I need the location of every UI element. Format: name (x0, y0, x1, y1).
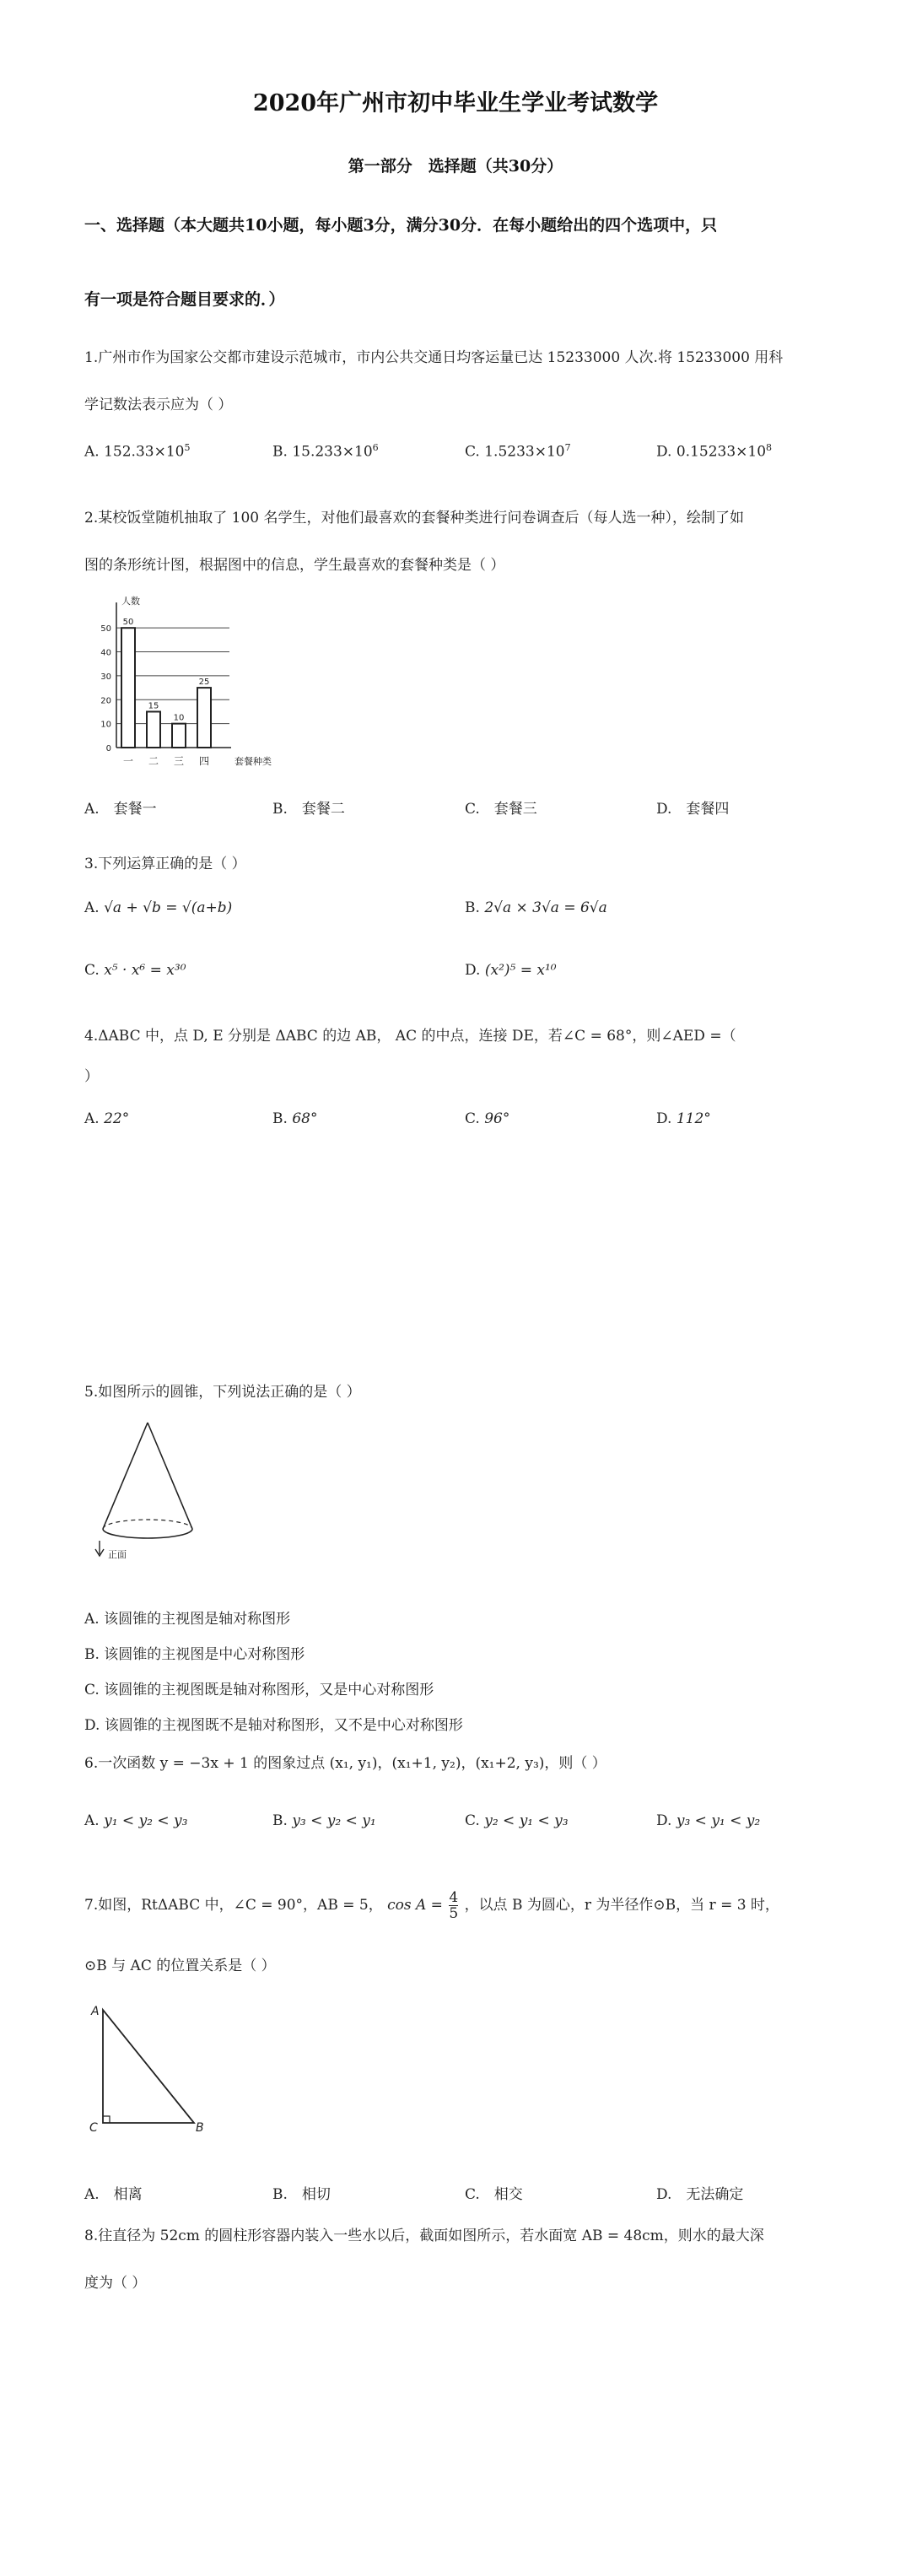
q3-option-c[interactable] (84, 962, 186, 979)
q2-stem-line2: 图的条形统计图，根据图中的信息，学生最喜欢的套餐种类是（ ） (84, 557, 505, 574)
part-heading: 第一部分 选择题（共30分） (348, 157, 563, 176)
cone-right-edge (148, 1423, 192, 1529)
q6-option-a[interactable] (84, 1812, 187, 1829)
y-tick-label: 10 (100, 720, 111, 730)
y-tick-label: 30 (100, 672, 111, 682)
q2-option-a[interactable]: A. 套餐一 (84, 801, 157, 818)
q5-option-a[interactable]: A. 该圆锥的主视图是轴对称图形 (84, 1611, 291, 1628)
data-label: 15 (148, 701, 159, 711)
option-expression: y₃ < y₁ < y₂ (676, 1812, 761, 1829)
option-expression: y₃ < y₂ < y₁ (292, 1812, 376, 1829)
option-exponent: 8 (766, 442, 773, 453)
option-letter: C. (465, 1110, 480, 1127)
vertex-c-label: C (89, 2121, 98, 2135)
option-letter: D. (465, 962, 481, 979)
y-tick-label: 40 (100, 648, 111, 658)
option-letter: B. (272, 443, 288, 461)
q5-option-c[interactable]: C. 该圆锥的主视图既是轴对称图形，又是中心对称图形 (84, 1682, 434, 1698)
q4-option-a[interactable] (84, 1110, 129, 1127)
bar-2 (147, 711, 160, 748)
q1-option-d[interactable] (656, 442, 772, 461)
option-exponent: 7 (564, 442, 571, 453)
q7-option-a[interactable]: A. 相离 (84, 2186, 143, 2203)
q3-option-a[interactable] (84, 899, 232, 916)
q4-stem-line1: 4.ΔABC 中，点 D, E 分别是 ΔABC 的边 AB， AC 的中点，连接 DE，若∠C = 68°，则∠AED =（ (84, 1028, 736, 1045)
bar-4 (197, 688, 211, 748)
q4-option-b[interactable] (272, 1110, 317, 1127)
y-tick-label: 50 (100, 624, 111, 635)
option-expression: 0.15233×10 (676, 443, 767, 461)
q6-option-c[interactable] (465, 1812, 569, 1829)
option-exponent: 5 (184, 442, 191, 453)
category-label: 二 (148, 755, 159, 767)
q5-stem: 5.如图所示的圆锥，下列说法正确的是（ ） (84, 1384, 361, 1401)
option-expression: 2√a × 3√a = 6√a (484, 899, 607, 916)
q4-option-d[interactable] (656, 1110, 711, 1127)
q6-option-d[interactable] (656, 1812, 760, 1829)
option-value: 22° (104, 1110, 130, 1127)
data-label: 50 (122, 618, 134, 628)
option-letter: B. (272, 1110, 288, 1127)
q8-stem-line1: 8.往直径为 52cm 的圆柱形容器内装入一些水以后，截面如图所示，若水面宽 AB = 48cm，则水的最大深 (84, 2228, 764, 2244)
q2-option-b[interactable]: B. 套餐二 (272, 801, 345, 818)
cone-base-front (103, 1529, 192, 1538)
q7-option-d[interactable]: D. 无法确定 (656, 2186, 744, 2203)
triangle-figure (84, 2000, 211, 2143)
section-heading-line2: 有一项是符合题目要求的．） (84, 290, 285, 309)
page-title: 2020年广州市初中毕业生学业考试数学 (252, 90, 659, 116)
category-label: 三 (173, 755, 185, 767)
q1-option-b[interactable] (272, 442, 379, 461)
option-letter: B. (272, 1812, 288, 1829)
cos-numerator: 4 (449, 1889, 459, 1906)
option-letter: B. (465, 899, 480, 916)
q7-option-c[interactable]: C. 相交 (465, 2186, 523, 2203)
y-tick-label: 20 (100, 696, 111, 706)
q1-option-c[interactable] (465, 442, 571, 461)
option-letter: D. (656, 1110, 672, 1127)
section-heading-line1: 一、选择题（本大题共10小题，每小题3分，满分30分．在每小题给出的四个选项中，只 (84, 216, 718, 235)
q7-stem-line2: ⊙B 与 AC 的位置关系是（ ） (84, 1958, 276, 1974)
front-label: 正面 (108, 1549, 127, 1560)
category-label: 四 (198, 755, 210, 767)
option-letter: A. (84, 1110, 100, 1127)
bar-1 (121, 628, 135, 748)
option-exponent: 6 (372, 442, 379, 453)
bar-3 (172, 724, 186, 748)
data-label: 25 (198, 678, 210, 688)
q2-stem-line1: 2.某校饭堂随机抽取了 100 名学生，对他们最喜欢的套餐种类进行问卷调查后（每人选一种），绘制了如 (84, 510, 744, 527)
cos-denominator: 5 (449, 1905, 459, 1922)
option-value: 96° (484, 1110, 510, 1127)
data-label: 10 (173, 713, 185, 723)
option-expression: 15.233×10 (292, 443, 373, 461)
q8-stem-line2: 度为（ ） (84, 2275, 147, 2292)
q3-option-d[interactable] (465, 962, 557, 979)
option-expression: y₁ < y₂ < y₃ (104, 1812, 188, 1829)
q7-option-b[interactable]: B. 相切 (272, 2186, 331, 2203)
q1-stem-line2: 学记数法表示应为（ ） (84, 397, 233, 413)
option-letter: D. (656, 443, 672, 461)
bar-chart (84, 591, 287, 778)
y-axis-label: 人数 (121, 596, 140, 607)
triangle-abc (103, 2010, 194, 2123)
q6-stem: 6.一次函数 y = −3x + 1 的图象过点 (x₁, y₁)，(x₁+1, y₂)，(x₁+2, y₃)，则（ ） (84, 1755, 606, 1772)
cos-fraction (449, 1890, 458, 1921)
q7-stem-part2: ，以点 B 为圆心，r 为半径作⊙B，当 r = 3 时， (464, 1897, 779, 1914)
option-expression: x⁵ · x⁶ = x³⁰ (104, 962, 186, 979)
q7-stem-line1 (84, 1890, 844, 1921)
q4-stem-line2: ） (84, 1068, 99, 1085)
q7-stem-part1: 7.如图，RtΔABC 中，∠C = 90°，AB = 5， (84, 1897, 383, 1914)
cone-left-edge (103, 1423, 148, 1529)
option-expression: 152.33×10 (104, 443, 185, 461)
option-expression: 1.5233×10 (484, 443, 565, 461)
right-angle-mark (103, 2116, 110, 2123)
option-value: 68° (292, 1110, 318, 1127)
cone-base-back (103, 1520, 192, 1529)
cos-label: cos A = (387, 1897, 443, 1914)
option-value: 112° (676, 1110, 711, 1127)
q2-option-d[interactable]: D. 套餐四 (656, 801, 730, 818)
q1-stem-line1: 1.广州市作为国家公交都市建设示范城市，市内公共交通日均客运量已达 15233000 人次.将 15233000 用科 (84, 349, 784, 366)
option-letter: C. (465, 1812, 480, 1829)
q3-stem: 3.下列运算正确的是（ ） (84, 856, 246, 872)
option-letter: D. (656, 1812, 672, 1829)
option-expression: (x²)⁵ = x¹⁰ (484, 962, 557, 979)
option-letter: C. (84, 962, 100, 979)
option-letter: C. (465, 443, 480, 461)
option-letter: A. (84, 899, 100, 916)
q5-option-b[interactable]: B. 该圆锥的主视图是中心对称图形 (84, 1646, 305, 1663)
cone-figure (84, 1418, 211, 1561)
q1-option-a[interactable] (84, 442, 190, 461)
q3-option-b[interactable] (465, 899, 607, 916)
q2-option-c[interactable]: C. 套餐三 (465, 801, 537, 818)
q5-option-d[interactable]: D. 该圆锥的主视图既不是轴对称图形，又不是中心对称图形 (84, 1717, 463, 1734)
x-axis-label: 套餐种类 (234, 756, 272, 767)
option-expression: √a + √b = √(a+b) (104, 899, 233, 916)
vertex-a-label: A (91, 2005, 100, 2018)
q4-option-c[interactable] (465, 1110, 509, 1127)
y-tick-label: 0 (105, 744, 111, 753)
vertex-b-label: B (196, 2121, 204, 2135)
option-expression: y₂ < y₁ < y₃ (484, 1812, 569, 1829)
option-letter: A. (84, 443, 100, 461)
option-letter: A. (84, 1812, 100, 1829)
q6-option-b[interactable] (272, 1812, 376, 1829)
category-label: 一 (122, 755, 134, 767)
